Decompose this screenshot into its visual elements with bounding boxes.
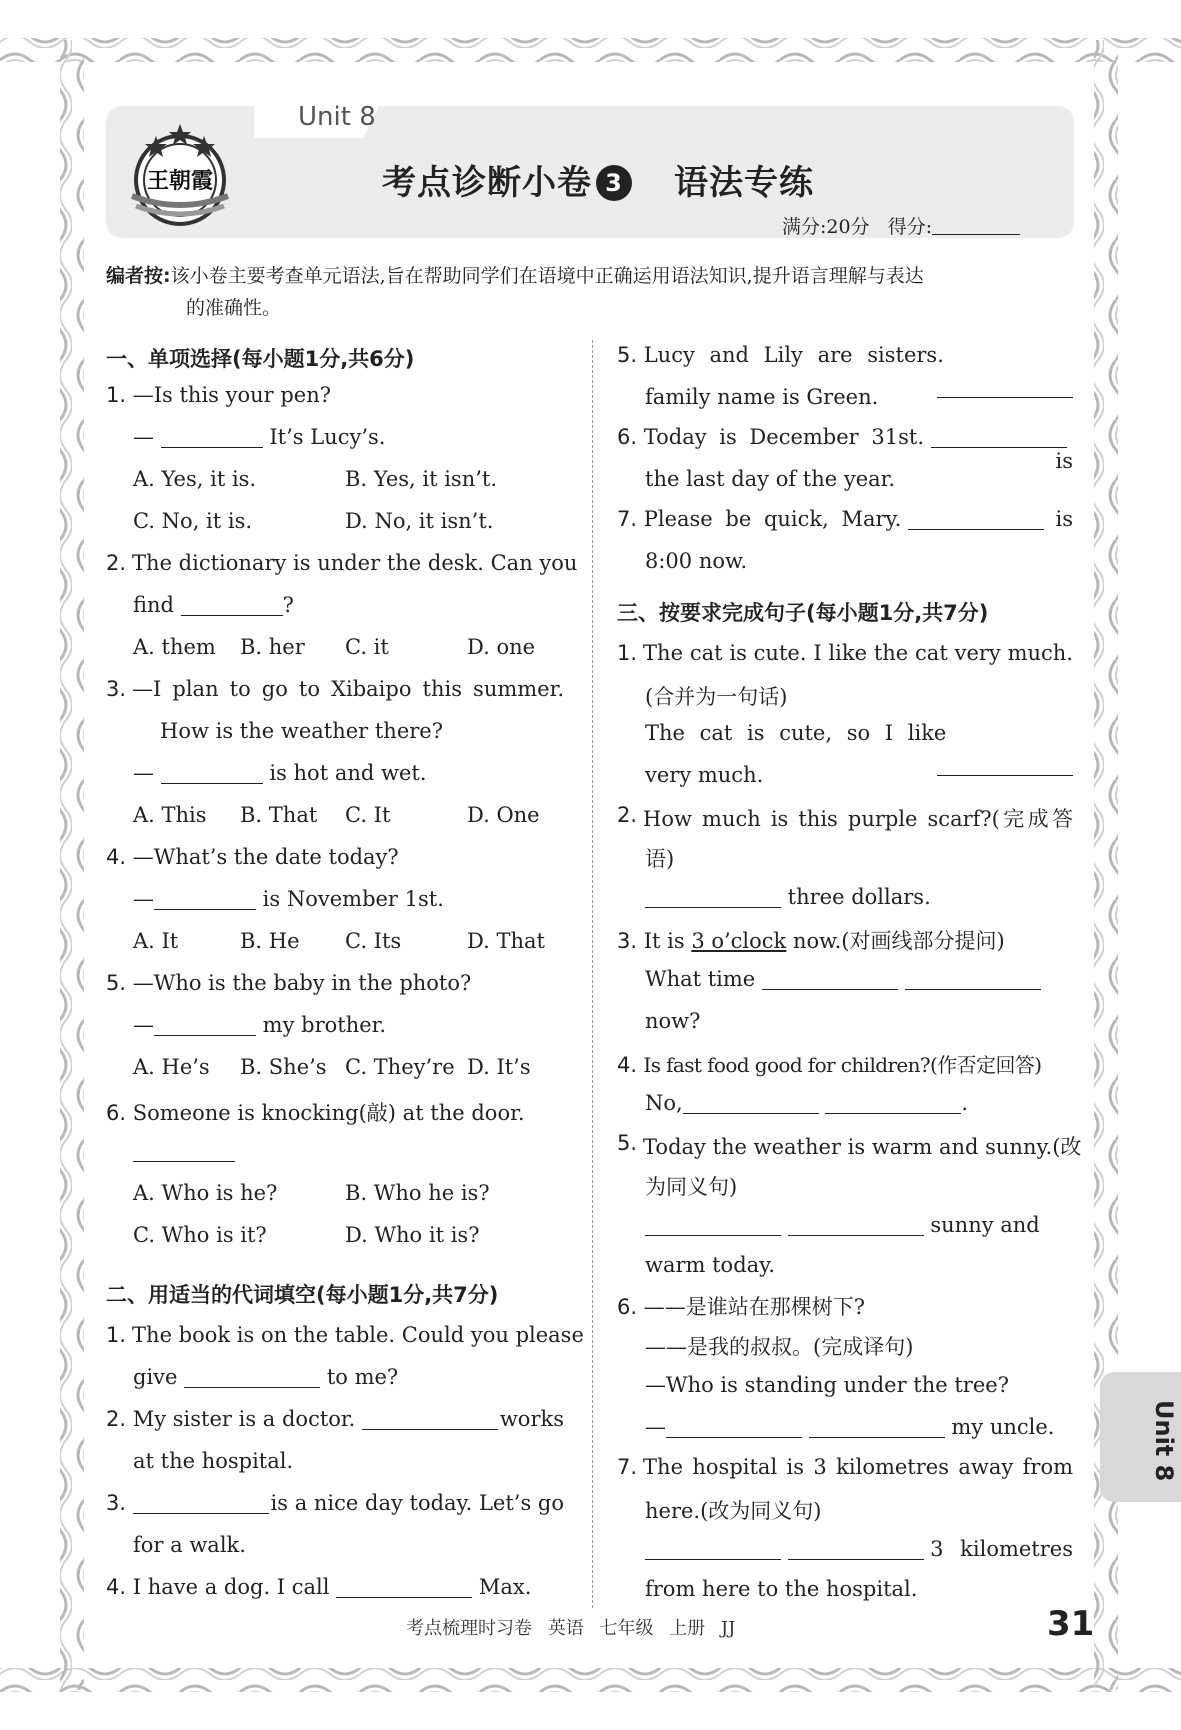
s1-q2-stem: 2. The dictionary is under the desk. Can you — [106, 551, 578, 575]
s3-q4-blank-1[interactable] — [683, 1091, 819, 1114]
s3-q7-instruction: here.(改为同义句) — [645, 1499, 822, 1523]
s3-q2-blank[interactable] — [645, 885, 781, 908]
s2-q6-stem-cont: the last day of the year. — [645, 467, 896, 491]
s1-q1-options-cd: C. No, it is. D. No, it isn’t. — [133, 509, 494, 533]
s3-q6-stem-cont: ——是我的叔叔。(完成译句) — [645, 1335, 914, 1359]
s3-q6-answer-line: — my uncle. — [645, 1415, 1055, 1439]
s3-q4-answer-line: No, . — [645, 1091, 969, 1115]
s2-q5-stem: 5. Lucy and Lily are sisters. — [617, 343, 1073, 398]
s2-q7-blank[interactable] — [908, 507, 1044, 530]
footer-book-info: 考点梳理时习卷 英语 七年级 上册 JJ — [406, 1618, 736, 1639]
s1-q3-stem: 3. —I plan to go to Xibaipo this summer. — [106, 677, 564, 701]
title-sub: 语法专练 — [674, 163, 814, 203]
title-main: 考点诊断小卷 — [382, 163, 592, 203]
s3-q6-english: —Who is standing under the tree? — [645, 1373, 1009, 1397]
editor-note-text-cont: 的准确性。 — [186, 297, 282, 319]
s1-q6-answer-line — [133, 1139, 235, 1163]
s3-q2-instruction: 语) — [645, 847, 675, 871]
s3-q3-blank-2[interactable] — [905, 967, 1041, 990]
page-number: 31 — [1047, 1604, 1095, 1644]
section1-title: 一、单项选择(每小题1分,共6分) — [106, 347, 415, 371]
s1-q3-answer-line: — is hot and wet. — [133, 761, 427, 785]
s2-q4-stem: 4. I have a dog. I call Max. — [106, 1575, 532, 1599]
s3-q5-answer-line: sunny and — [645, 1213, 1040, 1237]
s2-q4-blank[interactable] — [336, 1575, 472, 1598]
s1-q4-blank[interactable] — [154, 887, 256, 910]
s2-q1-stem: 1. The book is on the table. Could you please — [106, 1323, 584, 1347]
section3-title: 三、按要求完成句子(每小题1分,共7分) — [617, 601, 989, 625]
s1-q2-options: A. them B. her C. it D. one — [133, 635, 536, 659]
s1-q1-stem: 1. —Is this your pen? — [106, 383, 332, 407]
s3-q1-stem: 1. The cat is cute. I like the cat very much. — [617, 641, 1073, 665]
s1-q2-blank[interactable] — [181, 593, 283, 616]
s2-q3-stem: 3. is a nice day today. Let’s go — [106, 1491, 564, 1515]
s1-q2-answer-line: find ? — [133, 593, 294, 617]
s2-q5-stem-cont: family name is Green. — [645, 385, 879, 409]
s3-q4-stem: 4. Is fast food good for children?(作否定回答) — [617, 1053, 1042, 1077]
s3-q7-stem: 7. The hospital is 3 kilometres away from — [617, 1455, 1073, 1479]
s3-q1-answer-cont: very much. — [645, 763, 764, 787]
s3-q5-stem: 5. Today the weather is warm and sunny.(改 — [617, 1131, 1082, 1159]
editor-note — [106, 260, 1074, 324]
s3-q7-answer-line: 3 kilometres — [645, 1537, 1073, 1561]
s3-q6-blank-2[interactable] — [809, 1415, 945, 1438]
column-divider — [592, 340, 593, 1608]
s1-q3-options: A. This B. That C. It D. One — [133, 803, 540, 827]
s3-q2-answer-line: three dollars. — [645, 885, 931, 909]
s2-q3-blank[interactable] — [133, 1491, 269, 1514]
s3-q7-answer-cont: from here to the hospital. — [645, 1577, 918, 1601]
s1-q3-blank[interactable] — [161, 761, 263, 784]
s1-q5-options: A. He’s B. She’s C. They’re D. It’s — [133, 1055, 531, 1079]
s3-q6-blank-1[interactable] — [666, 1415, 802, 1438]
s3-q3-underlined-part: 3 o’clock — [691, 929, 787, 953]
s1-q4-answer-line: — is November 1st. — [133, 887, 444, 911]
s3-q3-answer-line: What time — [645, 967, 1041, 991]
s2-q2-blank[interactable] — [362, 1407, 498, 1430]
s3-q4-blank-2[interactable] — [825, 1091, 961, 1114]
s3-q5-blank-2[interactable] — [788, 1213, 924, 1236]
s3-q7-blank-2[interactable] — [788, 1537, 924, 1560]
s3-q5-blank-1[interactable] — [645, 1213, 781, 1236]
s3-q1-blank[interactable] — [937, 753, 1073, 776]
s1-q6-options-ab: A. Who is he? B. Who he is? — [133, 1181, 490, 1205]
editor-note-text: 该小卷主要考查单元语法,旨在帮助同学们在语境中正确运用语法知识,提升语言理解与表达 — [170, 265, 924, 287]
s2-q6-blank[interactable] — [931, 425, 1067, 448]
s3-q5-instruction: 为同义句) — [645, 1175, 738, 1199]
s1-q1-answer-line: — It’s Lucy’s. — [133, 425, 386, 449]
s1-q5-stem: 5. —Who is the baby in the photo? — [106, 971, 472, 995]
s1-q4-stem: 4. —What’s the date today? — [106, 845, 399, 869]
s2-q2-stem-cont: at the hospital. — [133, 1449, 294, 1473]
s1-q6-options-cd: C. Who is it? D. Who it is? — [133, 1223, 480, 1247]
unit-label: Unit 8 — [298, 102, 376, 132]
title-number-badge: 3 — [596, 165, 632, 201]
s2-q5-blank[interactable] — [937, 375, 1073, 398]
section2-title: 二、用适当的代词填空(每小题1分,共7分) — [106, 1283, 499, 1307]
s1-q1-blank[interactable] — [161, 425, 263, 448]
s1-q4-options: A. It B. He C. Its D. That — [133, 929, 545, 953]
s1-q6-stem: 6. Someone is knocking(敲) at the door. — [106, 1101, 525, 1125]
s3-q6-stem: 6. ——是谁站在那棵树下? — [617, 1295, 865, 1319]
s1-q3-stem-cont: How is the weather there? — [160, 719, 443, 743]
page-title — [382, 155, 814, 204]
full-score: 满分:20分 — [782, 216, 870, 238]
s3-q2-stem: 2. How much is this purple scarf?(完成答 — [617, 803, 1073, 831]
s2-q6-stem: 6. Today is December 31st. is — [617, 425, 1073, 473]
s1-q5-blank[interactable] — [154, 1013, 256, 1036]
s3-q3-answer-cont: now? — [645, 1009, 701, 1033]
s2-q7-stem-cont: 8:00 now. — [645, 549, 748, 573]
s3-q3-stem: 3. It is 3 o’clock now.(对画线部分提问) — [617, 929, 1005, 953]
score-line — [782, 212, 1020, 239]
score-label: 得分: — [887, 216, 933, 238]
s2-q7-stem: 7. Please be quick, Mary. is — [617, 507, 1073, 531]
s2-q1-blank[interactable] — [184, 1365, 320, 1388]
s1-q5-answer-line: — my brother. — [133, 1013, 387, 1037]
s3-q3-blank-1[interactable] — [762, 967, 898, 990]
s3-q7-blank-1[interactable] — [645, 1537, 781, 1560]
s3-q1-instruction: (合并为一句话) — [645, 685, 788, 709]
s3-q5-answer-cont: warm today. — [645, 1253, 775, 1277]
s3-q1-answer-line: The cat is cute, so I like — [645, 721, 1073, 776]
s2-q1-answer-line: give to me? — [133, 1365, 399, 1389]
side-unit-tab-label: Unit 8 — [1150, 1400, 1178, 1482]
s2-q3-stem-cont: for a walk. — [133, 1533, 246, 1557]
s1-q1-options-ab: A. Yes, it is. B. Yes, it isn’t. — [133, 467, 498, 491]
s2-q2-stem: 2. My sister is a doctor. works — [106, 1407, 564, 1431]
svg-text:王朝霞: 王朝霞 — [146, 168, 214, 194]
s1-q6-blank[interactable] — [133, 1139, 235, 1162]
score-blank[interactable] — [932, 216, 1020, 235]
editor-note-label: 编者按: — [106, 265, 171, 287]
publisher-logo — [126, 118, 234, 230]
